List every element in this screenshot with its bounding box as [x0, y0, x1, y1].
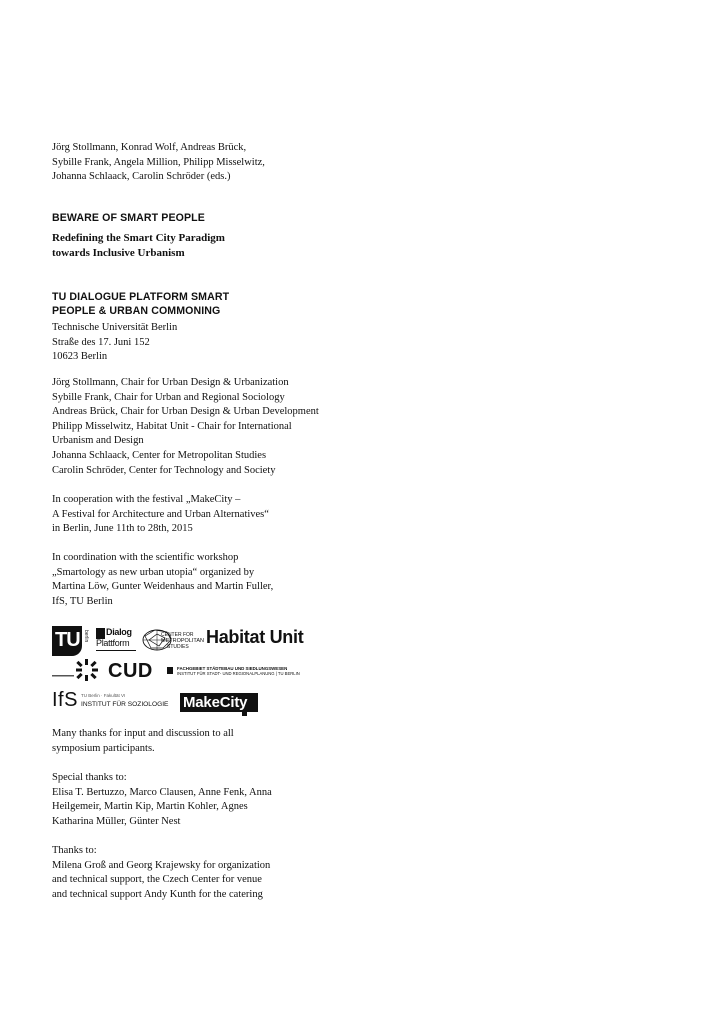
chair-line: Philipp Misselwitz, Habitat Unit - Chair for International — [52, 420, 292, 432]
thanks-to-line: Thanks to: — [52, 845, 97, 856]
thanks-to-line: Milena Groß and Georg Krajewsky for organization — [52, 859, 271, 871]
address-line: Straße des 17. Juni 152 — [52, 336, 150, 348]
ifs-logo — [52, 690, 172, 714]
chair-line: Johanna Schlaack, Center for Metropolitan Studies — [52, 449, 267, 461]
special-thanks-line: Heilgemeir, Martin Kip, Martin Kohler, Agnes — [52, 801, 248, 813]
address-line: 10623 Berlin — [52, 351, 108, 363]
address-line: Technische Universität Berlin — [52, 322, 178, 333]
habitat-unit-logo — [206, 626, 316, 650]
coordination-line: Martina Löw, Gunter Weidenhaus and Martin Fuller, — [52, 581, 274, 593]
dialog-logo-line1: Dialog — [106, 627, 132, 637]
ifs-small-text: TU Berlin · Fakultät VI — [81, 693, 126, 698]
chairs-block — [52, 376, 392, 478]
special-thanks-line: Elisa T. Bertuzzo, Marco Clausen, Anne Fenk, Anna — [52, 786, 272, 798]
chair-line: Jörg Stollmann, Chair for Urban Design & Urbanization — [52, 377, 289, 388]
special-thanks-line: Katharina Müller, Günter Nest — [52, 815, 181, 827]
tu-logo-letters: TU — [55, 629, 80, 651]
cooperation-line: in Berlin, June 11th to 28th, 2015 — [52, 523, 193, 535]
tu-berlin-logo — [52, 626, 90, 656]
editors-line: Johanna Schlaack, Carolin Schröder (eds.) — [52, 171, 231, 183]
platform-address — [52, 321, 372, 365]
thanks-to-line: and technical support Andy Kunth for the catering — [52, 888, 263, 900]
editors-line: Sybille Frank, Angela Million, Philipp Misselwitz, — [52, 156, 265, 168]
book-subtitle-line: towards Inclusive Urbanism — [52, 246, 185, 259]
chair-line: Sybille Frank, Chair for Urban and Regional Sociology — [52, 391, 285, 403]
thanks-to-line: and technical support, the Czech Center for venue — [52, 874, 262, 886]
makecity-logo — [180, 693, 258, 715]
coordination-line: In coordination with the scientific workshop — [52, 552, 239, 563]
fachgebiet-logo — [167, 666, 317, 680]
coordination-block — [52, 551, 372, 609]
special-thanks-block — [52, 771, 372, 829]
platform-title-line: TU DIALOGUE PLATFORM SMART — [52, 291, 230, 303]
cooperation-line: In cooperation with the festival „MakeCity – — [52, 494, 241, 505]
makecity-text: MakeCity — [183, 694, 248, 711]
dialog-plattform-logo — [96, 628, 138, 654]
thanks-input-line: symposium participants. — [52, 742, 155, 754]
metro-logo-line3: STUDIES — [167, 644, 189, 650]
sociology-chair-logo — [52, 658, 100, 682]
fachgebiet-line2: INSTITUT FÜR STADT- UND REGIONALPLANUNG | TU BERLIN — [177, 671, 300, 676]
metro-logo-line1: CENTER FOR — [161, 632, 194, 638]
ifs-name-text: INSTITUT FÜR SOZIOLOGIE — [81, 701, 169, 708]
dialog-logo-line2: Plattform — [96, 638, 130, 648]
platform-title-line: PEOPLE & URBAN COMMONING — [52, 304, 221, 317]
cooperation-line: A Festival for Architecture and Urban Alternatives“ — [52, 508, 269, 520]
cooperation-block — [52, 493, 372, 537]
platform-title — [52, 291, 372, 318]
ifs-text: IfS — [52, 689, 78, 711]
fachgebiet-square-icon — [167, 667, 173, 674]
book-subtitle — [52, 231, 372, 260]
book-subtitle-line: Redefining the Smart City Paradigm — [52, 232, 225, 244]
special-thanks-line: Special thanks to: — [52, 772, 127, 783]
metro-logo-line2: METROPOLITAN — [161, 638, 204, 644]
thanks-input-line: Many thanks for input and discussion to all — [52, 728, 234, 739]
burst-icon — [52, 658, 100, 682]
editors-block — [52, 141, 372, 185]
chair-line: Carolin Schröder, Center for Technology and Society — [52, 464, 276, 476]
coordination-line: IfS, TU Berlin — [52, 595, 113, 607]
fachgebiet-line1: FACHGEBIET STÄDTEBAU UND SIEDLUNGSWESEN — [177, 666, 288, 671]
thanks-to-block — [52, 844, 372, 902]
thanks-input-block — [52, 727, 372, 756]
habitat-unit-text: Habitat Unit — [206, 627, 304, 647]
book-title: BEWARE OF SMART PEOPLE — [52, 212, 205, 224]
cud-text: CUD — [108, 660, 153, 682]
cud-logo — [108, 660, 154, 684]
coordination-line: „Smartology as new urban utopia“ organized by — [52, 566, 255, 578]
chair-line: Urbanism and Design — [52, 435, 144, 447]
chair-line: Andreas Brück, Chair for Urban Design & Urban Development — [52, 406, 319, 418]
editors-line: Jörg Stollmann, Konrad Wolf, Andreas Brück, — [52, 142, 247, 153]
metropolitan-studies-logo — [141, 626, 204, 656]
tu-logo-side: berlin — [83, 630, 89, 643]
